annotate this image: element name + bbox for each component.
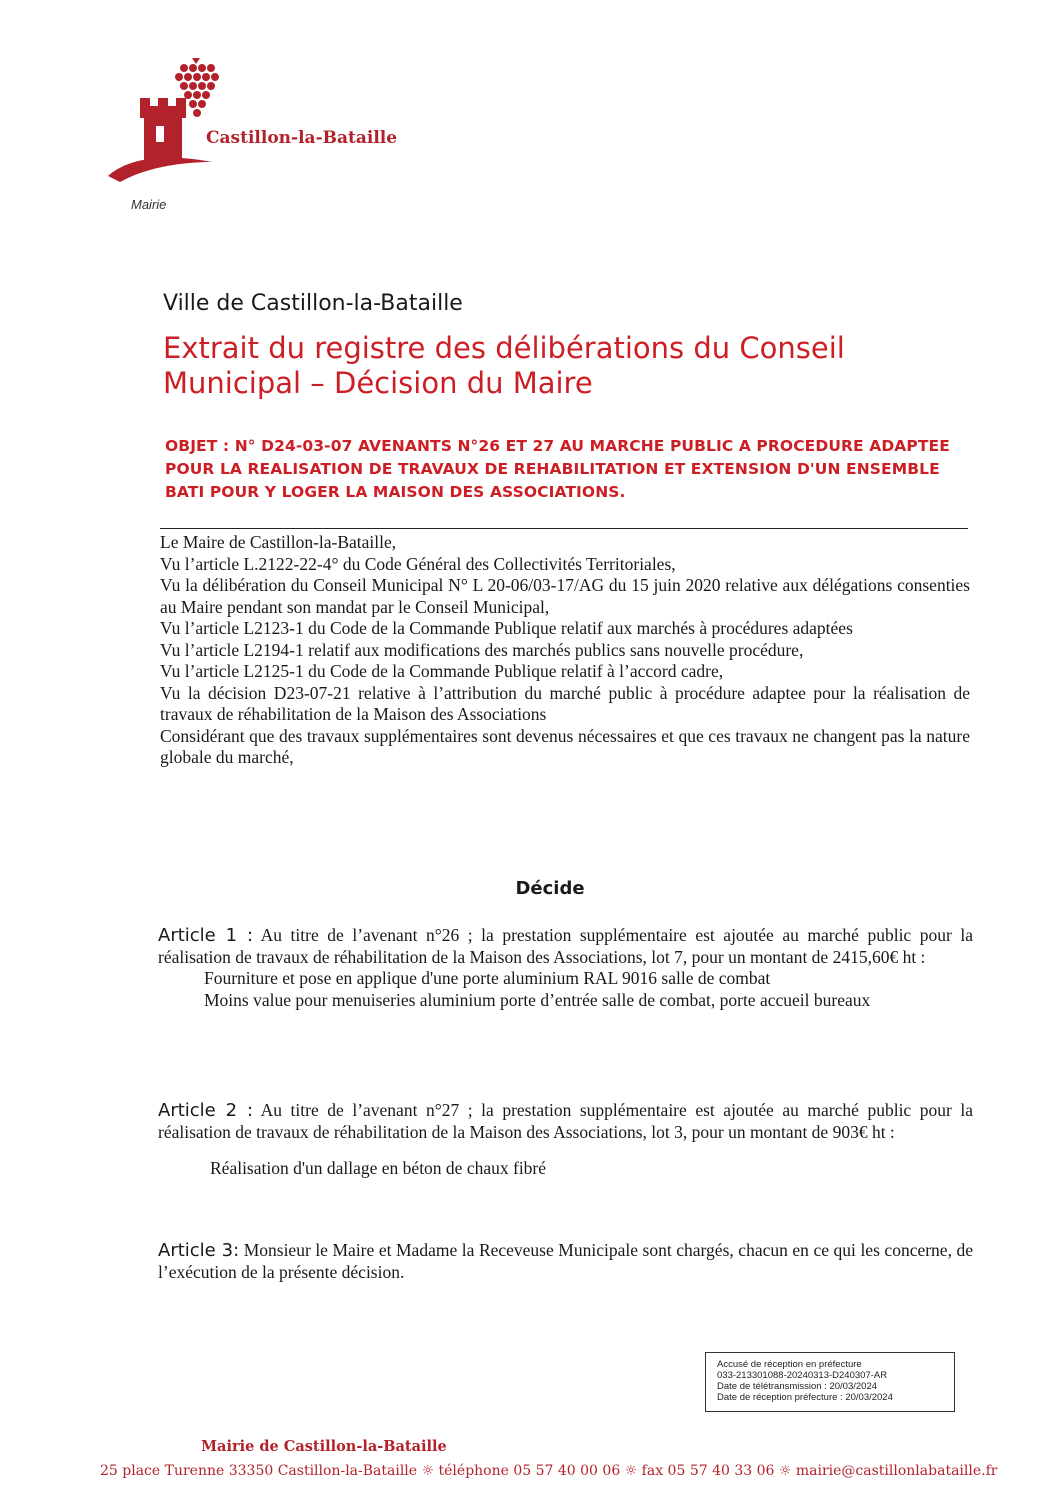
article-item: Fourniture et pose en applique d'une porte aluminium RAL 9016 salle de combat: [204, 968, 771, 988]
decide-heading: Décide: [515, 878, 585, 899]
divider: [160, 528, 968, 529]
article-text: Au titre de l’avenant n°26 ; la prestation supplémentaire est ajoutée au marché public pour la réalisation de travaux de réhabilitation de la Maison des Associations, lot 7, pour un montant de 2415,60€ ht :: [158, 925, 973, 967]
preamble-line: Vu la délibération du Conseil Municipal N° L 20-06/03-17/AG du 15 juin 2020 relative aux délégations consenties au Maire pendant son mandat par le Conseil Municipal,: [160, 575, 970, 617]
logo-subtitle: Mairie: [131, 197, 167, 212]
preamble-line: Vu l’article L2125-1 du Code de la Commande Publique relatif à l’accord cadre,: [160, 661, 724, 681]
prefecture-stamp: [705, 1352, 955, 1412]
logo-name: Castillon-la-Bataille: [206, 128, 398, 148]
preamble-line: Considérant que des travaux supplémentaires sont devenus nécessaires et que ces travaux ne changent pas la nature globale du marché,: [160, 725, 970, 767]
article-2: [158, 1100, 973, 1180]
footer-address: 25 place Turenne 33350 Castillon-la-Bataille ☼ téléphone 05 57 40 00 06 ☼ fax 05 57 40 33 06 ☼ mairie@castillonlabataille.fr: [100, 1463, 998, 1479]
stamp-line: Date de télétransmission : 20/03/2024: [717, 1381, 878, 1392]
article-1: [158, 925, 973, 1011]
castle-logo-icon: [100, 58, 220, 193]
stamp-line: Date de réception préfecture : 20/03/2024: [717, 1392, 893, 1403]
preamble-line: Le Maire de Castillon-la-Bataille,: [160, 532, 397, 552]
footer-name: Mairie de Castillon-la-Bataille: [201, 1438, 447, 1455]
article-label: Article 2 :: [158, 1100, 254, 1121]
article-text: Au titre de l’avenant n°27 ; la prestation supplémentaire est ajoutée au marché public pour la réalisation de travaux de réhabilitation de la Maison des Associations, lot 3, pour un montant de 903€ ht :: [158, 1100, 973, 1142]
article-text: Monsieur le Maire et Madame la Receveuse Municipale sont chargés, chacun en ce qui les concerne, de l’exécution de la présente décision.: [158, 1240, 974, 1282]
article-3: [158, 1240, 973, 1283]
article-item: Moins value pour menuiseries aluminium porte d’entrée salle de combat, porte accueil bureaux: [204, 989, 871, 1010]
stamp-line: 033-213301088-20240313-D240307-AR: [717, 1370, 888, 1381]
objet-heading: OBJET : N° D24-03-07 AVENANTS N°26 ET 27 AU MARCHE PUBLIC A PROCEDURE ADAPTEE POUR LA REALISATION DE TRAVAUX DE REHABILITATION ET EXTENSION D'UN ENSEMBLE BATI POUR Y LOGER LA MAISON DES ASSOCIATIONS.: [165, 437, 950, 501]
page-title: Extrait du registre des délibérations du Conseil Municipal – Décision du Maire: [163, 331, 845, 400]
preamble-line: Vu l’article L2123-1 du Code de la Commande Publique relatif aux marchés à procédures adaptées: [160, 618, 853, 638]
article-label: Article 3:: [158, 1240, 240, 1261]
ville-heading: Ville de Castillon-la-Bataille: [163, 291, 463, 316]
preamble-line: Vu la décision D23-07-21 relative à l’attribution du marché public à procédure adaptee pour la réalisation de travaux de réhabilitation de la Maison des Associations: [160, 682, 970, 724]
article-item: Réalisation d'un dallage en béton de chaux fibré: [210, 1158, 547, 1178]
stamp-line: Accusé de réception en préfecture: [717, 1359, 862, 1370]
preamble-line: Vu l’article L.2122-22-4° du Code Général des Collectivités Territoriales,: [160, 553, 676, 574]
preamble: [160, 532, 970, 769]
article-label: Article 1 :: [158, 925, 254, 946]
preamble-line: Vu l’article L2194-1 relatif aux modifications des marchés publics sans nouvelle procédure,: [160, 639, 804, 660]
